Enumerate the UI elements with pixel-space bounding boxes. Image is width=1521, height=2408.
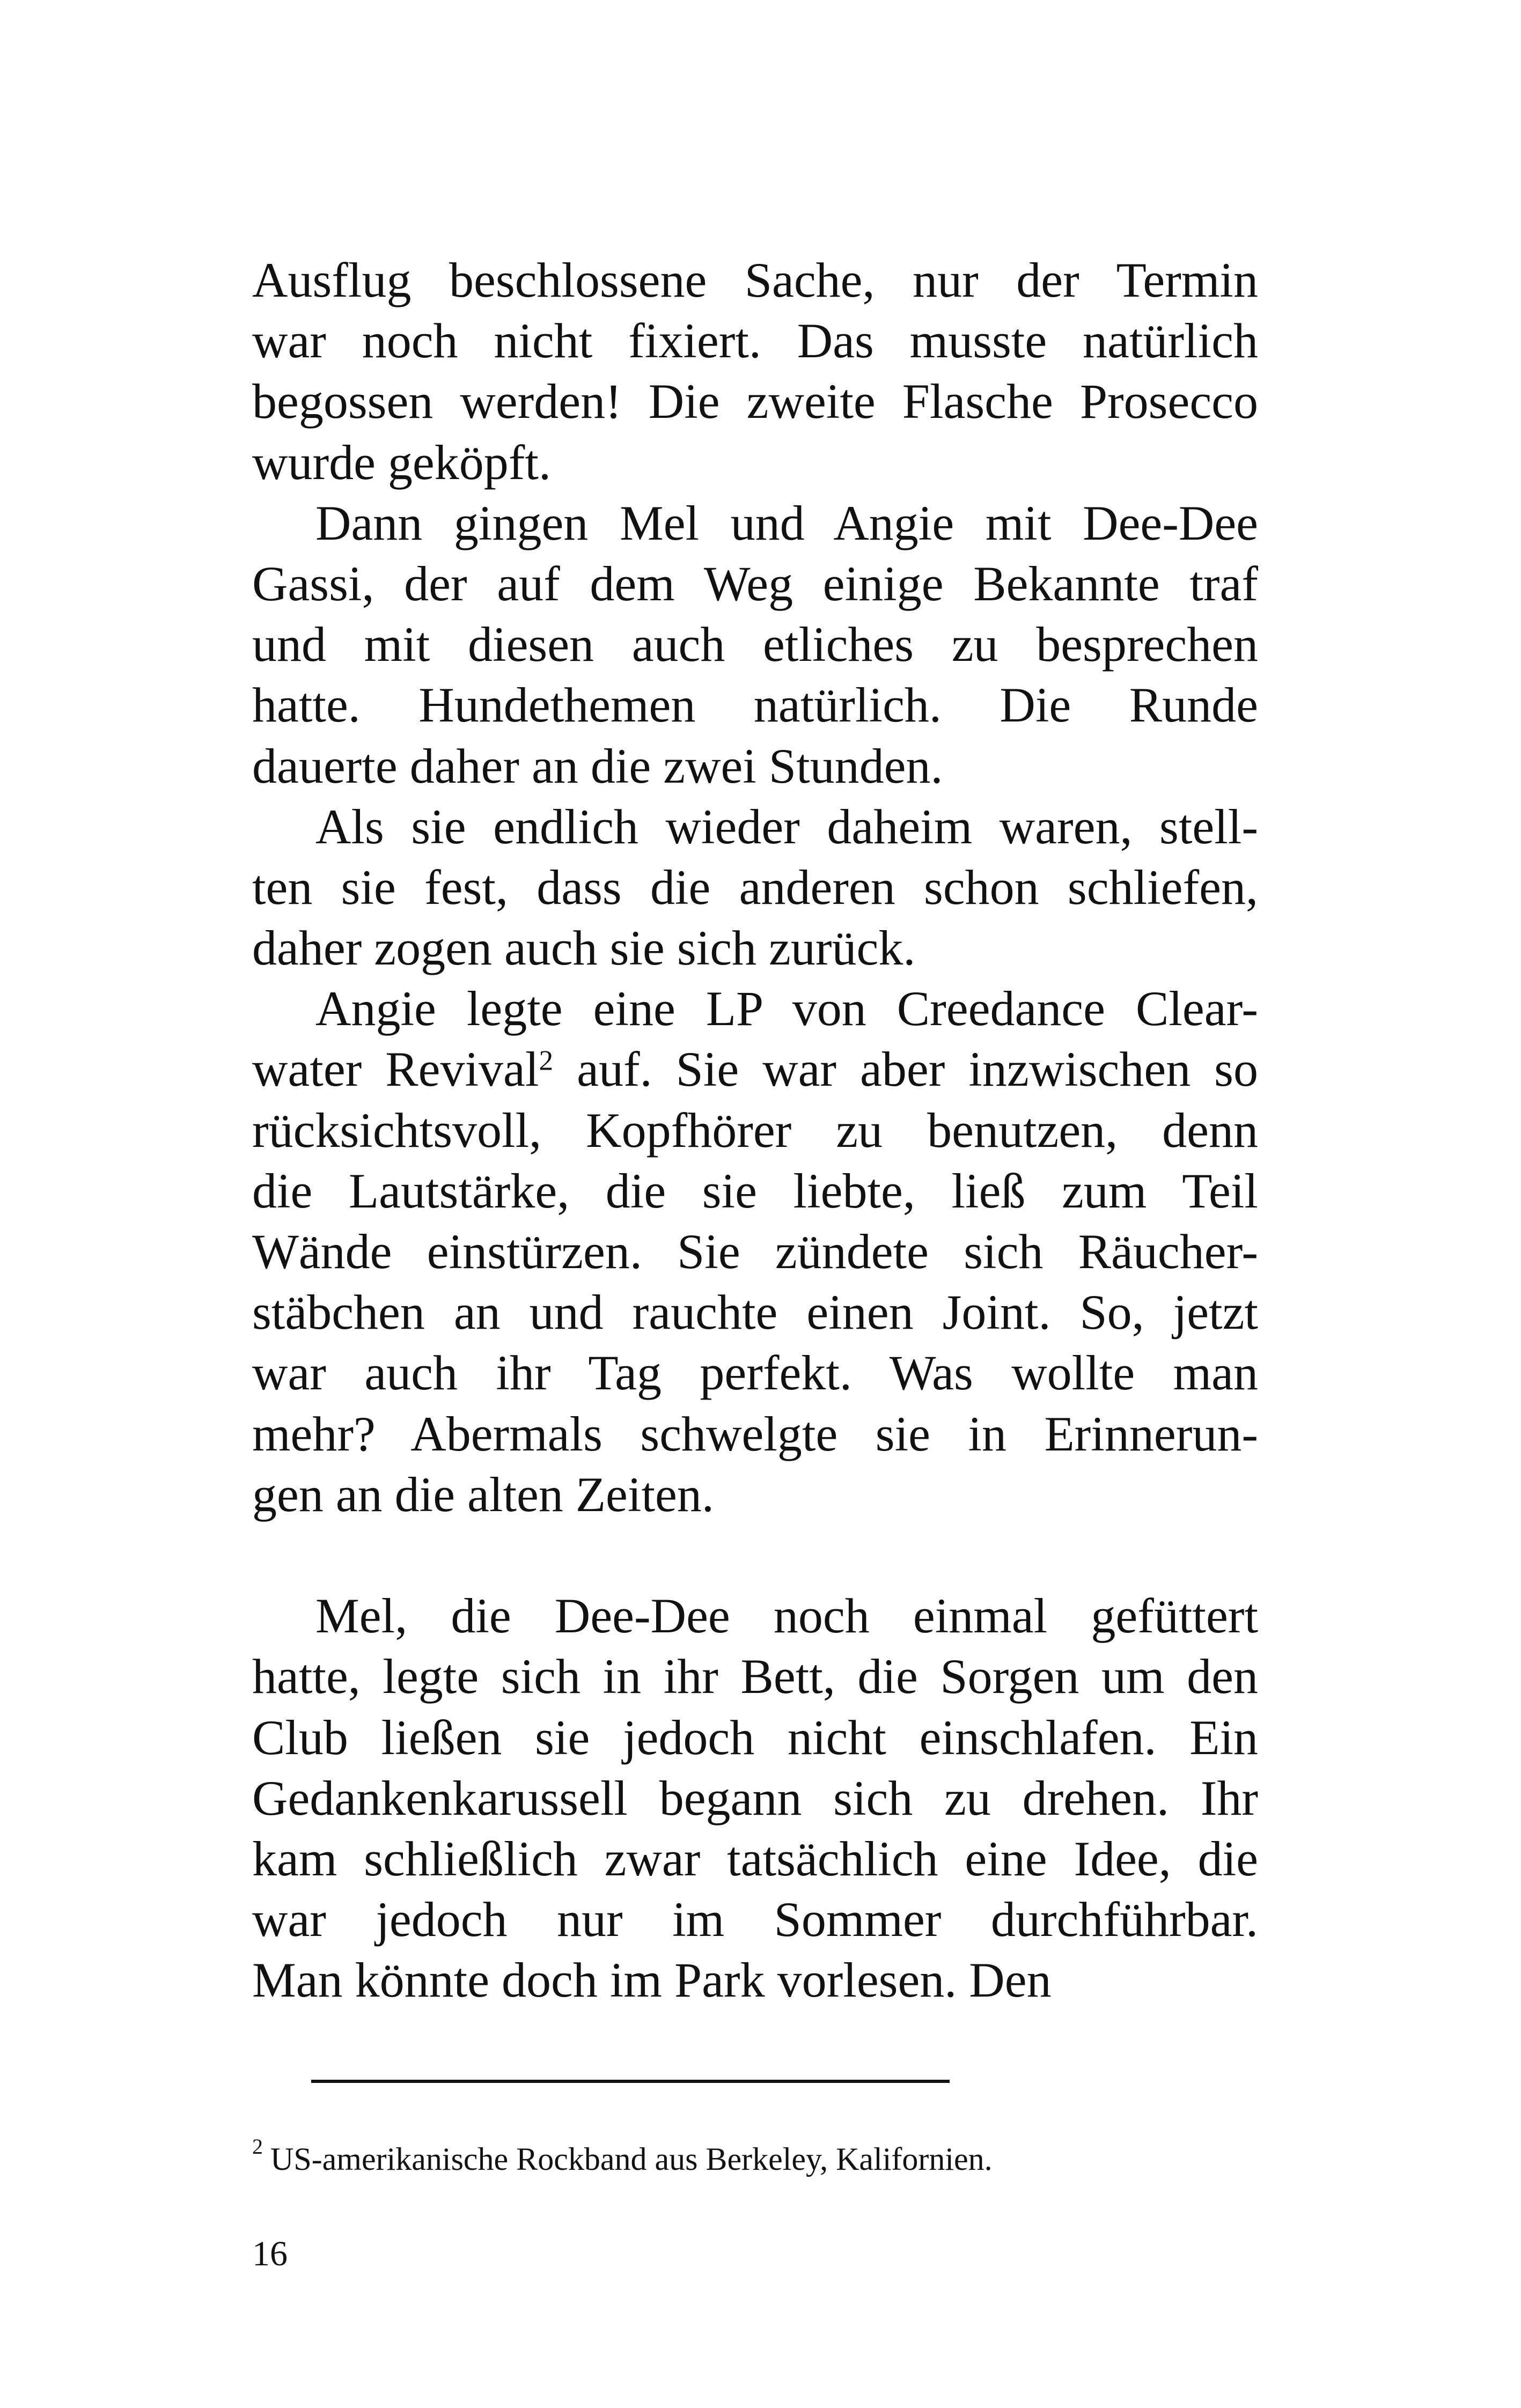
text-line: wurde geköpft.: [252, 435, 551, 490]
footnote-marker: 2: [252, 2134, 263, 2159]
text-line: mehr? Abermals schwelgte sie in Erinnerun-: [252, 1406, 1258, 1461]
text-line: war auch ihr Tag perfekt. Was wollte man: [252, 1345, 1258, 1401]
text-fragment: auf. Sie war aber inzwischen so: [553, 1042, 1258, 1097]
paragraph: [252, 1586, 1258, 2011]
footnote-reference: 2: [539, 1044, 554, 1077]
footnote-text: US-amerikanische Rockband aus Berkeley, Kalifornien.: [270, 2141, 993, 2177]
text-line: rücksichtsvoll, Kopfhörer zu benutzen, denn: [252, 1102, 1258, 1158]
text-line: ten sie fest, dass die anderen schon schliefen,: [252, 859, 1258, 915]
paragraph: [252, 250, 1258, 493]
paragraph: [252, 797, 1258, 979]
footnote: [252, 2134, 993, 2181]
text-line: begossen werden! Die zweite Flasche Prosecco: [252, 374, 1258, 429]
text-line: Ausflug beschlossene Sache, nur der Termin: [252, 253, 1258, 307]
footnote-separator: [311, 2080, 950, 2083]
text-line: [252, 1039, 1258, 1100]
text-line: Club ließen sie jedoch nicht einschlafen. Ein: [252, 1710, 1258, 1765]
text-line: daher zogen auch sie sich zurück.: [252, 921, 916, 976]
section-break: [252, 1525, 1258, 1586]
paragraph: [252, 978, 1258, 1525]
text-line: Dann gingen Mel und Angie mit Dee-Dee: [315, 495, 1258, 550]
text-line: hatte, legte sich in ihr Bett, die Sorgen um den: [252, 1649, 1258, 1704]
text-line: Gassi, der auf dem Weg einige Bekannte traf: [252, 556, 1258, 611]
body-text: [252, 250, 1258, 2011]
text-line: Man könnte doch im Park vorlesen. Den: [252, 1953, 1052, 2008]
text-line: die Lautstärke, die sie liebte, ließ zum Teil: [252, 1163, 1258, 1218]
text-line: war jedoch nur im Sommer durchführbar.: [252, 1892, 1258, 1947]
paragraph: [252, 493, 1258, 797]
text-line: und mit diesen auch etliches zu besprechen: [252, 617, 1258, 672]
page-number: 16: [252, 2234, 288, 2273]
text-line: hatte. Hundethemen natürlich. Die Runde: [252, 678, 1258, 733]
text-line: Als sie endlich wieder daheim waren, stell-: [315, 799, 1258, 854]
text-line: kam schließlich zwar tatsächlich eine Idee, die: [252, 1831, 1258, 1886]
text-line: war noch nicht fixiert. Das musste natürlich: [252, 313, 1258, 369]
text-line: Wände einstürzen. Sie zündete sich Räucher-: [252, 1224, 1258, 1279]
text-line: Gedankenkarussell begann sich zu drehen. Ihr: [252, 1770, 1258, 1825]
text-line: Angie legte eine LP von Creedance Clear-: [315, 981, 1258, 1036]
text-line: Mel, die Dee-Dee noch einmal gefüttert: [315, 1588, 1258, 1644]
text-line: stäbchen an und rauchte einen Joint. So, jetzt: [252, 1285, 1258, 1340]
text-line: dauerte daher an die zwei Stunden.: [252, 738, 943, 793]
text-line: gen an die alten Zeiten.: [252, 1467, 714, 1522]
text-fragment: water Revival: [252, 1042, 539, 1097]
